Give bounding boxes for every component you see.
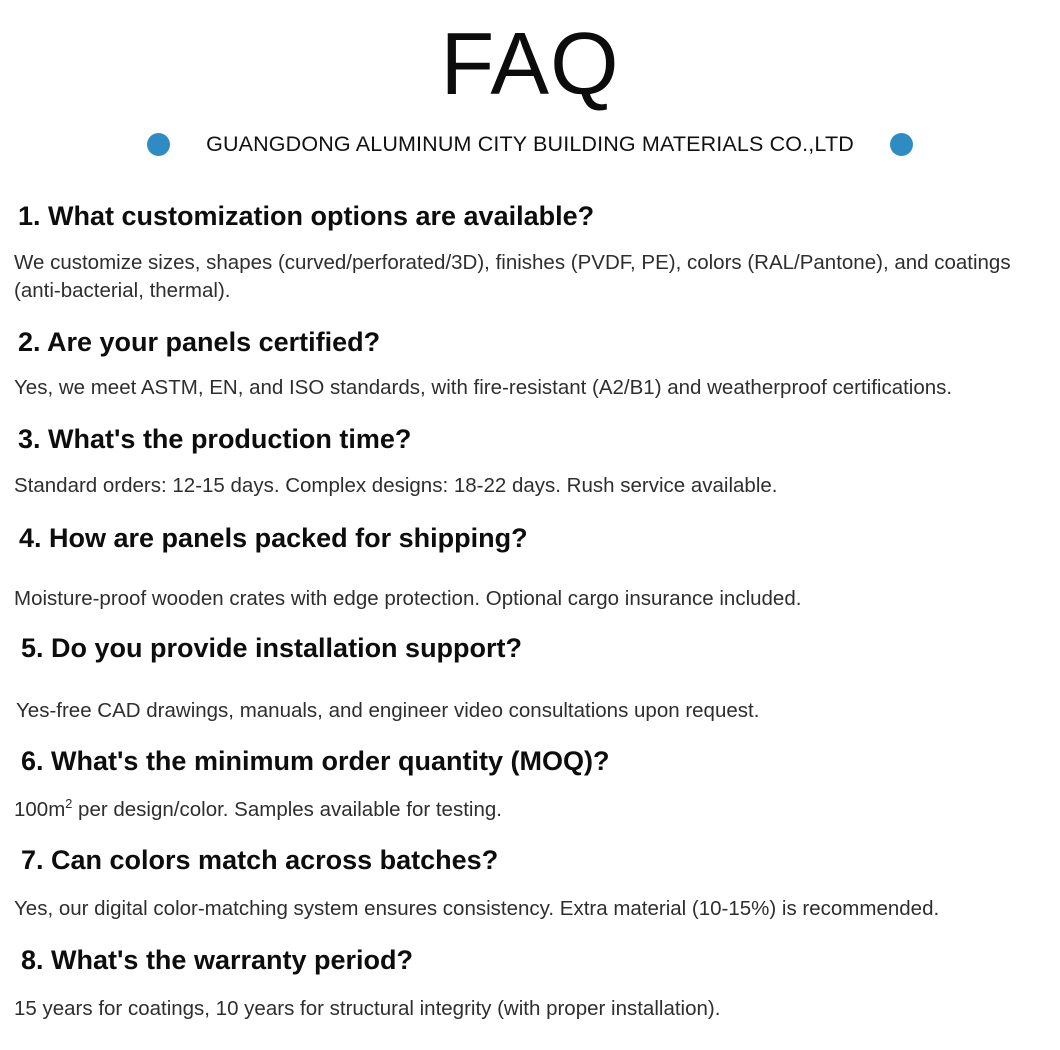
company-banner bbox=[0, 132, 1060, 157]
bullet-dot-icon-left bbox=[147, 133, 170, 156]
faq-answer: Standard orders: 12-15 days. Complex designs: 18-22 days. Rush service available. bbox=[14, 473, 778, 497]
bullet-dot-icon-right bbox=[890, 133, 913, 156]
faq-question: 1. What customization options are available? bbox=[18, 201, 595, 232]
faq-item bbox=[0, 424, 1046, 500]
faq-question: 7. Can colors match across batches? bbox=[21, 845, 499, 876]
faq-answer-prefix: 100m bbox=[14, 797, 66, 821]
faq-answer: We customize sizes, shapes (curved/perforated/3D), finishes (PVDF, PE), colors (RAL/Pantone), and coatings (anti-bacterial, thermal). bbox=[14, 251, 1011, 302]
faq-item bbox=[0, 845, 1046, 923]
faq-item bbox=[0, 633, 1046, 725]
faq-list bbox=[0, 201, 1060, 1022]
faq-question: 4. How are panels packed for shipping? bbox=[19, 522, 528, 553]
faq-answer bbox=[0, 796, 1014, 824]
faq-item bbox=[0, 327, 1046, 403]
faq-question: 2. Are your panels certified? bbox=[18, 326, 381, 357]
faq-answer: Yes, our digital color-matching system ensures consistency. Extra material (10-15%) is recommended. bbox=[14, 897, 940, 921]
faq-answer-superscript: 2 bbox=[65, 795, 73, 811]
company-name: GUANGDONG ALUMINUM CITY BUILDING MATERIALS CO.,LTD bbox=[206, 132, 854, 157]
faq-answer: Moisture-proof wooden crates with edge protection. Optional cargo insurance included. bbox=[14, 586, 802, 610]
faq-item bbox=[0, 523, 1046, 613]
faq-answer: 15 years for coatings, 10 years for structural integrity (with proper installation). bbox=[14, 996, 721, 1020]
faq-question: 8. What's the warranty period? bbox=[21, 944, 413, 975]
faq-item bbox=[0, 746, 1046, 824]
faq-item bbox=[0, 945, 1046, 1023]
faq-item bbox=[0, 201, 1046, 304]
page-title: FAQ bbox=[440, 14, 620, 113]
faq-answer-suffix: per design/color. Samples available for testing. bbox=[72, 797, 502, 821]
page-header bbox=[0, 0, 1060, 157]
faq-answer: Yes-free CAD drawings, manuals, and engineer video consultations upon request. bbox=[16, 699, 760, 723]
faq-question: 5. Do you provide installation support? bbox=[21, 633, 523, 664]
faq-answer: Yes, we meet ASTM, EN, and ISO standards, with fire-resistant (A2/B1) and weatherproof certifications. bbox=[14, 376, 953, 400]
faq-question: 6. What's the minimum order quantity (MOQ)? bbox=[21, 745, 610, 776]
faq-question: 3. What's the production time? bbox=[18, 424, 412, 455]
